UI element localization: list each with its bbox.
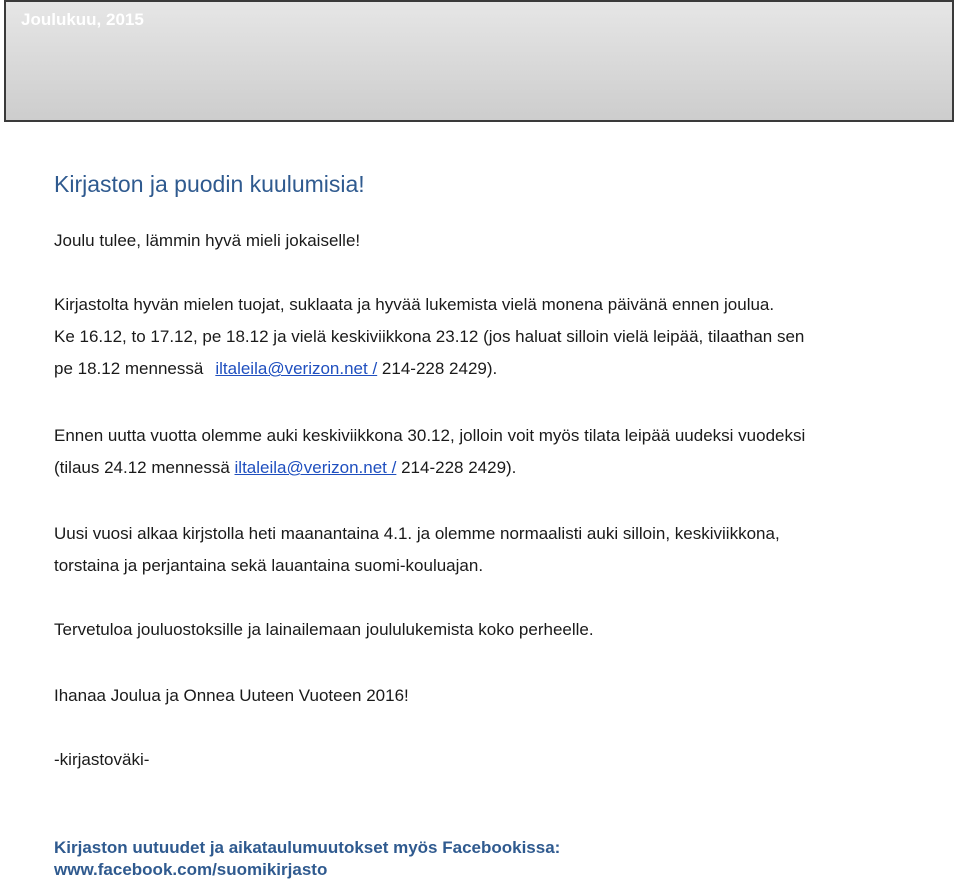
signature-text: -kirjastoväki- (54, 750, 150, 769)
paragraph-christmas-hours (54, 289, 914, 385)
welcome-text: Tervetuloa jouluostoksille ja lainailemaan joululukemista koko perheelle. (54, 620, 594, 639)
greeting-paragraph (54, 225, 914, 257)
signature-paragraph (54, 744, 914, 776)
welcome-paragraph (54, 614, 914, 646)
paragraph-line: Ennen uutta vuotta olemme auki keskiviikkona 30.12, jolloin voit myös tilata leipää uudeksi vuodeksi (54, 426, 806, 445)
paragraph-line: Ke 16.12, to 17.12, pe 18.12 ja vielä keskiviikkona 23.12 (jos haluat silloin vielä leipää, tilaathan sen (54, 327, 805, 346)
holiday-wishes-paragraph (54, 680, 914, 712)
paragraph-text: (tilaus 24.12 mennessä (54, 458, 230, 477)
email-link[interactable]: iltaleila@verizon.net / (215, 359, 378, 378)
paragraph-line: Kirjastolta hyvän mielen tuojat, suklaata ja hyvää lukemista vielä monena päivänä ennen joulua. (54, 295, 775, 314)
paragraph-new-year-opening (54, 518, 914, 582)
paragraph-line (54, 353, 914, 385)
paragraph-text: pe 18.12 mennessä (54, 359, 204, 378)
email-link[interactable]: iltaleila@verizon.net / (234, 458, 397, 477)
phone-text: 214-228 2429). (381, 359, 498, 378)
newsletter-header-box (4, 0, 954, 122)
footer-text: Kirjaston uutuudet ja aikataulumuutokset myös Facebookissa: (54, 838, 561, 857)
paragraph-line: Uusi vuosi alkaa kirjstolla heti maanantaina 4.1. ja olemme normaalisti auki silloin, keskiviikkona, (54, 524, 780, 543)
holiday-wishes-text: Ihanaa Joulua ja Onnea Uuteen Vuoteen 2016! (54, 686, 409, 705)
paragraph-new-year-hours (54, 420, 914, 484)
paragraph-line (54, 452, 914, 484)
newsletter-date-title: Joulukuu, 2015 (21, 10, 144, 29)
facebook-url: www.facebook.com/suomikirjasto (54, 860, 328, 879)
phone-text: 214-228 2429). (401, 458, 517, 477)
greeting-text: Joulu tulee, lämmin hyvä mieli jokaiselle! (54, 231, 361, 250)
page-title: Kirjaston ja puodin kuulumisia! (54, 171, 365, 197)
paragraph-line: torstaina ja perjantaina sekä lauantaina suomi-kouluajan. (54, 556, 484, 575)
facebook-footer (54, 837, 560, 881)
